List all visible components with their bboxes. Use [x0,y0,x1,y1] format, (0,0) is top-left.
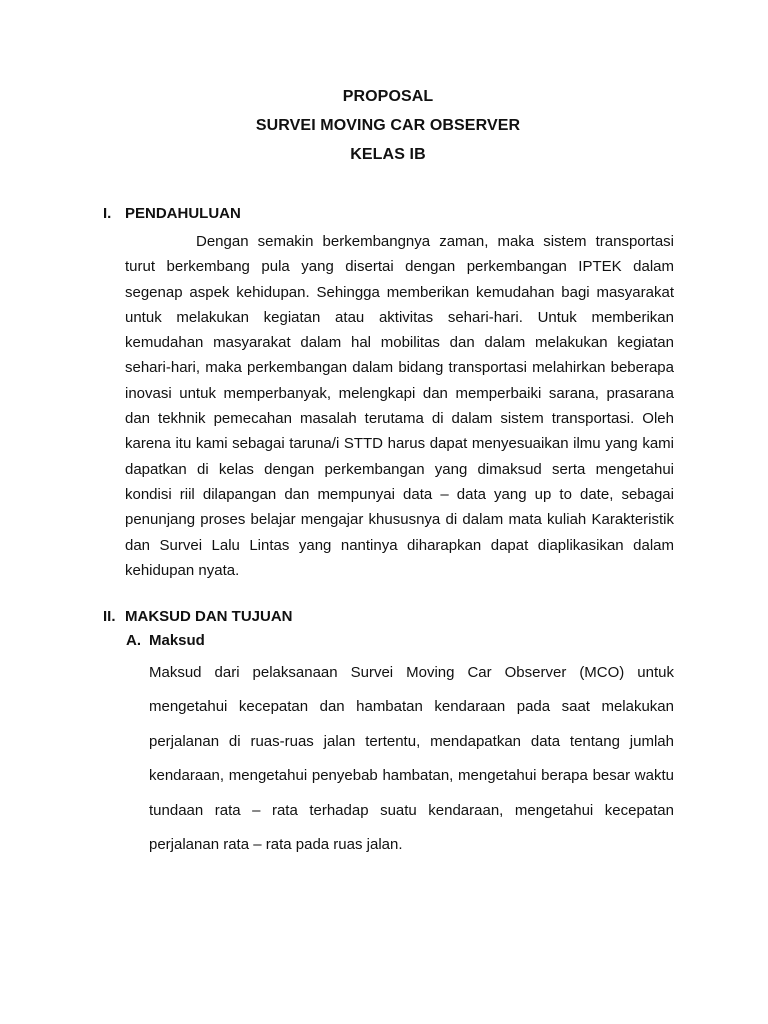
document-subtitle: SURVEI MOVING CAR OBSERVER [255,117,521,134]
section-1-heading: PENDAHULUAN [125,205,241,222]
subsection-a-number: A. [126,632,141,649]
document-class-label: KELAS IB [350,146,426,163]
section-2-heading: MAKSUD DAN TUJUAN [125,608,293,625]
subsection-a-paragraph: Maksud dari pelaksanaan Survei Moving Car Observer (MCO) untuk mengetahui kecepatan dan hambatan kendaraan pada saat melakukan perjalanan di ruas-ruas jalan tertentu, mendapatkan data tentang jumlah kendaraan, mengetahui penyebab hambatan, mengetahui berapa besar waktu tundaan rata – rata terhadap suatu kendaraan, mengetahui kecepatan perjalanan rata – rata pada ruas jalan. [149,664,674,854]
section-1-number: I. [103,205,112,222]
document-title: PROPOSAL [342,88,434,105]
subsection-a-heading: Maksud [149,632,205,649]
section-2-number: II. [103,608,116,625]
section-1-paragraph: Dengan semakin berkembangnya zaman, maka sistem transportasi turut berkembang pula yang disertai dengan perkembangan IPTEK dalam segenap aspek kehidupan. Sehingga memberikan kemudahan bagi masyarakat untuk melakukan kegiatan atau aktivitas sehari-hari. Untuk memberikan kemudahan masyarakat dalam hal mobilitas dan dalam melakukan kegiatan sehari-hari, maka perkembangan dalam bidang transportasi melahirkan beberapa inovasi untuk memperbanyak, melengkapi dan memperbaiki sarana, prasarana dan tekhnik pemecahan masalah terutama di dalam sistem transportasi. Oleh karena itu kami sebagai taruna/i STTD harus dapat menyesuaikan ilmu yang kami dapatkan di kelas dengan perkembangan yang dimaksud serta mengetahui kondisi riil dilapangan dan mempunyai data – data yang up to date, sebagai penunjang proses belajar mengajar khususnya di dalam mata kuliah Karakteristik dan Survei Lalu Lintas yang nantinya diharapkan dapat diaplikasikan dalam kehidupan nyata. [125,233,674,579]
